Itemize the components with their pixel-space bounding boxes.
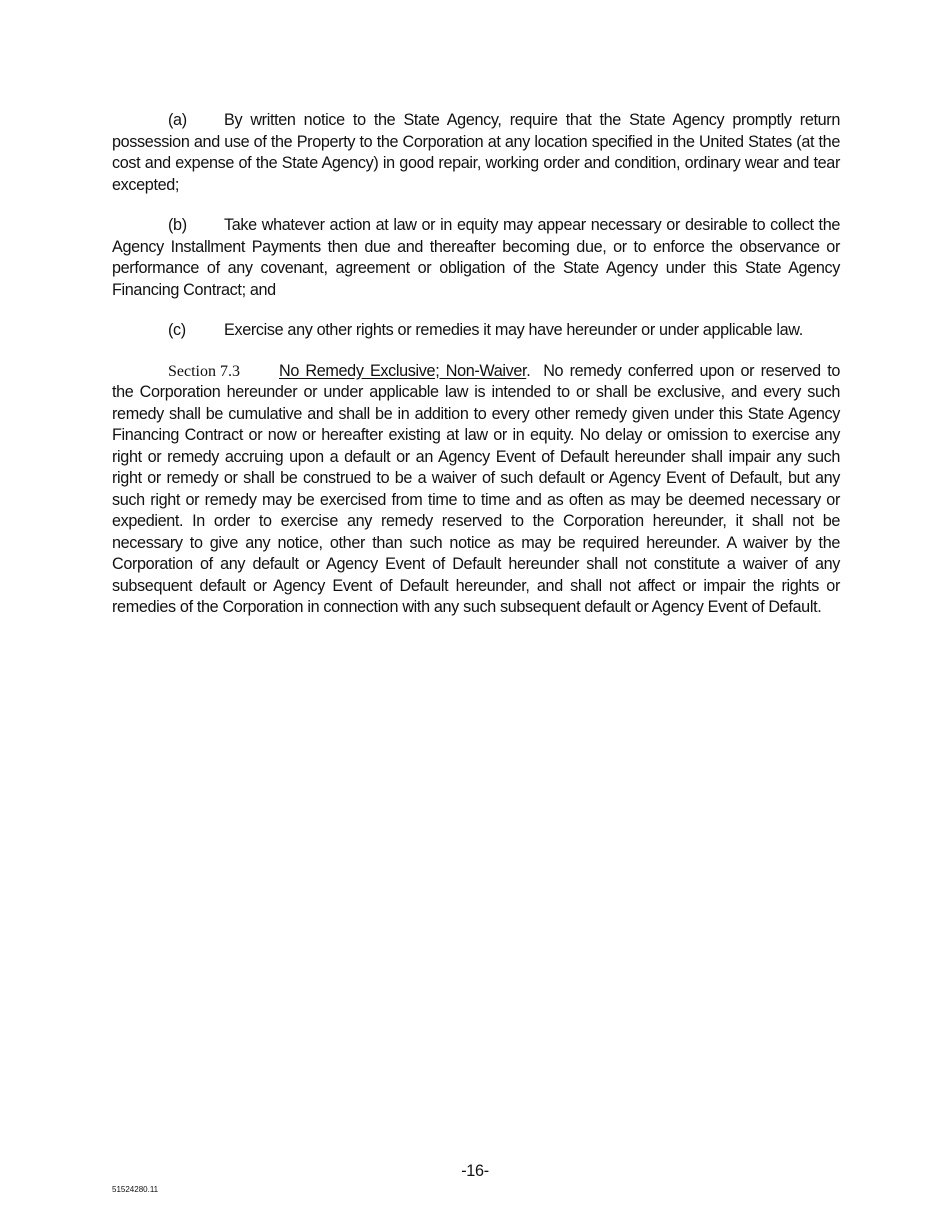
paragraph-a <box>112 110 840 196</box>
paragraph-c <box>112 320 840 342</box>
page-body <box>112 110 840 638</box>
paragraph-c-text: Exercise any other rights or remedies it may have hereunder or under applicable law. <box>224 321 803 339</box>
paragraph-a-label: (a) <box>168 111 187 129</box>
section-text: No remedy conferred upon or reserved to the Corporation hereunder or under applicable law is intended to or shall be exclusive, and every such remedy shall be cumulative and shall be in addition to every other remedy given under this State Agency Financing Contract or now or hereafter existing at law or in equity. No delay or omission to exercise any right or remedy accruing upon a default or an Agency Event of Default hereunder shall impair any such right or remedy or shall be construed to be a waiver of such default or Agency Event of Default, but any such right or remedy may be exercised from time to time and as often as may be deemed necessary or expedient. In order to exercise any remedy reserved to the Corporation hereunder, it shall not be necessary to give any notice, other than such notice as may be required hereunder. A waiver by the Corporation of any default or Agency Event of Default hereunder shall not constitute a waiver of any subsequent default or Agency Event of Default hereunder, and shall not affect or impair the rights or remedies of the Corporation in connection with any such subsequent default or Agency Event of Default. <box>112 361 841 616</box>
section-7-3 <box>112 361 840 619</box>
page-number: -16- <box>461 1162 489 1180</box>
paragraph-a-text: By written notice to the State Agency, require that the State Agency promptly return possession and use of the Property to the Corporation at any location specified in the United States (at the cost and expense of the State Agency) in good repair, working order and condition, ordinary wear and tear excepted; <box>112 111 840 194</box>
section-heading-punct: . <box>526 361 531 380</box>
paragraph-b <box>112 215 840 301</box>
paragraph-b-text: Take whatever action at law or in equity may appear necessary or desirable to collect the Agency Installment Payments then due and thereafter becoming due, or to enforce the observance or performance of any covenant, agreement or obligation of the State Agency under this State Agency Financing Contract; and <box>112 216 840 299</box>
section-label: Section 7.3 <box>168 362 240 380</box>
section-heading: No Remedy Exclusive; Non-Waiver <box>279 361 527 380</box>
paragraph-b-label: (b) <box>168 216 187 234</box>
paragraph-c-label: (c) <box>168 321 186 339</box>
document-id: 51524280.11 <box>112 1185 159 1194</box>
